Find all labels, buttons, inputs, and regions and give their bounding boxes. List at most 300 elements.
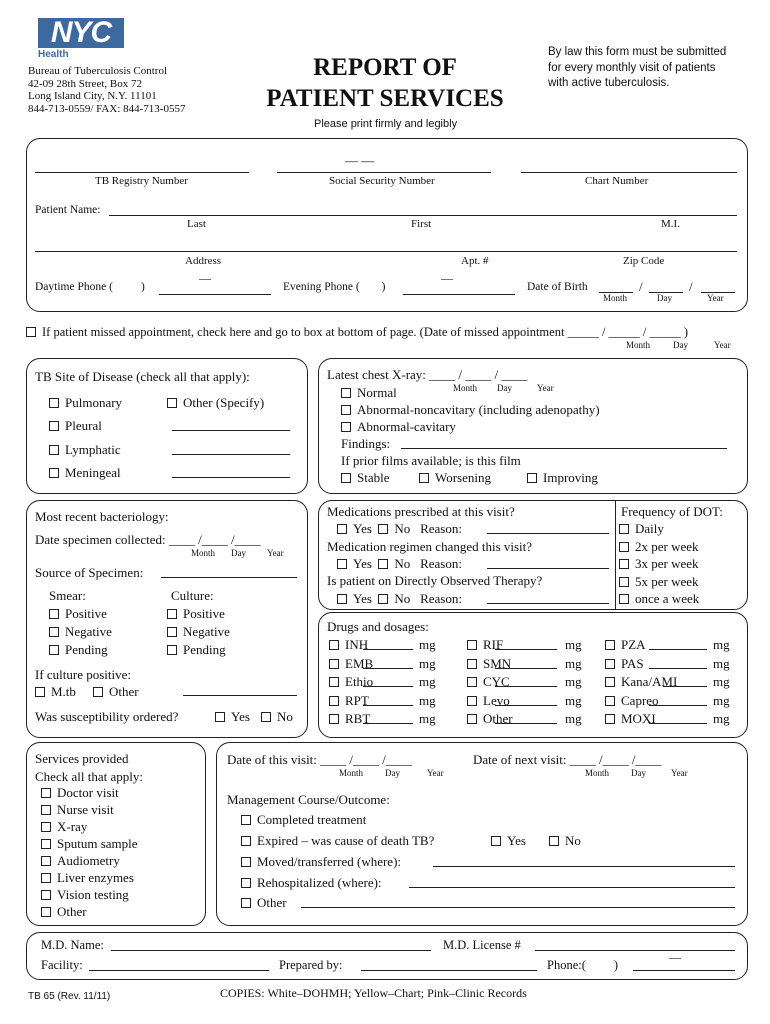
drug-checkbox[interactable] xyxy=(605,677,615,687)
dot-checkbox[interactable] xyxy=(619,542,629,552)
service-label: Audiometry xyxy=(57,853,120,868)
md-license-label: M.D. License # xyxy=(443,938,521,952)
service-label: Doctor visit xyxy=(57,785,119,800)
drug-checkbox[interactable] xyxy=(329,696,339,706)
ssn-label: Social Security Number xyxy=(329,175,435,187)
mtb-checkbox[interactable] xyxy=(35,687,45,697)
outcome-checkbox[interactable] xyxy=(241,857,251,867)
yes-label: Yes xyxy=(353,521,372,536)
dosage-input[interactable] xyxy=(649,649,707,650)
outcome-label: Rehospitalized (where): xyxy=(257,875,382,890)
no-checkbox[interactable] xyxy=(378,524,388,534)
this-visit-row xyxy=(227,752,412,768)
smear-option[interactable] xyxy=(49,642,108,658)
phone-label xyxy=(547,958,618,973)
susceptibility-no-checkbox[interactable] xyxy=(261,712,271,722)
service-option[interactable] xyxy=(41,887,129,903)
mg-unit: mg xyxy=(713,637,730,652)
drug-name: CYC xyxy=(483,674,510,689)
drug-name: Levo xyxy=(483,692,510,708)
death-tb-yes-label: Yes xyxy=(507,833,526,848)
service-checkbox[interactable] xyxy=(41,873,51,883)
drug-option[interactable] xyxy=(467,637,503,653)
next-visit-date-input[interactable]: ____ /____ /____ xyxy=(569,752,662,767)
outcome-checkbox[interactable] xyxy=(241,878,251,888)
patient-name-label: Patient Name: xyxy=(35,204,101,216)
drug-option[interactable] xyxy=(605,656,644,672)
drug-checkbox[interactable] xyxy=(329,659,339,669)
regimen-changed-answers xyxy=(337,556,462,572)
death-tb-yes[interactable] xyxy=(491,833,526,849)
dosage-input[interactable] xyxy=(663,686,707,687)
outcome-option[interactable] xyxy=(241,875,382,891)
no-label: No xyxy=(394,556,411,571)
site-other-input[interactable] xyxy=(172,454,290,455)
chart-number-input[interactable] xyxy=(521,172,737,173)
xray-option-label: Abnormal-cavitary xyxy=(357,419,456,434)
death-tb-no[interactable] xyxy=(549,833,581,849)
drug-checkbox[interactable] xyxy=(467,677,477,687)
drug-name: MOXI xyxy=(621,711,656,726)
smear-checkbox[interactable] xyxy=(49,645,59,655)
specimen-day-caption: Day xyxy=(231,548,246,558)
smear-checkbox[interactable] xyxy=(49,609,59,619)
dot-option[interactable] xyxy=(619,556,699,572)
dot-checkbox[interactable] xyxy=(619,594,629,604)
missed-month-caption: Month xyxy=(626,340,651,350)
dot-frequency-title: Frequency of DOT: xyxy=(621,504,723,519)
site-other-label: Other (Specify) xyxy=(183,395,265,410)
tb-registry-label: TB Registry Number xyxy=(95,175,188,187)
dob-slash: / xyxy=(689,279,693,294)
mg-unit: mg xyxy=(419,674,436,689)
service-checkbox[interactable] xyxy=(41,788,51,798)
service-label: Liver enzymes xyxy=(57,870,134,885)
missed-appointment-row xyxy=(26,325,688,340)
copies-note: COPIES: White–DOHMH; Yellow–Chart; Pink–Clinic Records xyxy=(220,986,527,1000)
dot-option[interactable] xyxy=(619,591,699,607)
next-visit-year-caption: Year xyxy=(671,768,688,778)
xray-checkbox[interactable] xyxy=(341,388,351,398)
meds-prescribed-label: Medications prescribed at this visit? xyxy=(327,504,515,519)
reason-label: Reason: xyxy=(420,521,462,536)
daytime-phone-input[interactable] xyxy=(159,294,271,295)
culture-option-label: Negative xyxy=(183,624,230,639)
other-organism-checkbox[interactable] xyxy=(93,687,103,697)
bacteriology-title: Most recent bacteriology: xyxy=(35,509,169,524)
outcome-option[interactable] xyxy=(241,833,434,849)
site-option[interactable] xyxy=(49,395,122,411)
outcome-label: Expired – was cause of death TB? xyxy=(257,833,435,848)
specimen-month-caption: Month xyxy=(191,548,216,558)
chart-number-label: Chart Number xyxy=(585,175,649,187)
dot-option-label: 2x per week xyxy=(635,539,699,554)
site-other-input[interactable] xyxy=(172,477,290,478)
service-label: Nurse visit xyxy=(57,802,114,817)
site-checkbox[interactable] xyxy=(49,445,59,455)
drug-checkbox[interactable] xyxy=(467,714,477,724)
drug-name: PAS xyxy=(621,655,644,671)
no-checkbox[interactable] xyxy=(378,594,388,604)
specimen-year-caption: Year xyxy=(267,548,284,558)
reason-label: Reason: xyxy=(420,591,462,606)
evening-phone-paren: ) xyxy=(381,281,386,293)
drug-checkbox[interactable] xyxy=(329,714,339,724)
service-label: X-ray xyxy=(57,819,88,834)
yes-checkbox[interactable] xyxy=(337,594,347,604)
compare-checkbox[interactable] xyxy=(341,473,351,483)
xray-option[interactable] xyxy=(341,385,397,401)
drug-name: Other xyxy=(483,711,513,726)
drug-name: RPT xyxy=(345,692,369,708)
dot-question-label: Is patient on Directly Observed Therapy? xyxy=(327,573,543,588)
outcome-option[interactable] xyxy=(241,812,366,828)
mg-unit: mg xyxy=(565,674,582,689)
specimen-date-input[interactable]: ____ /____ /____ xyxy=(168,532,261,547)
culture-option[interactable] xyxy=(167,624,230,640)
dot-divider xyxy=(615,501,616,609)
service-checkbox[interactable] xyxy=(41,839,51,849)
site-other-input[interactable] xyxy=(172,430,290,431)
drug-checkbox[interactable] xyxy=(605,714,615,724)
dosage-input[interactable] xyxy=(363,723,413,724)
service-option[interactable] xyxy=(41,853,120,869)
specimen-date-row xyxy=(35,532,261,548)
death-tb-yes-checkbox[interactable] xyxy=(491,836,501,846)
phone-paren: ) xyxy=(613,958,619,972)
mg-unit: mg xyxy=(565,711,582,726)
chest-xray-section xyxy=(318,358,748,494)
dosage-input[interactable] xyxy=(363,686,413,687)
drug-name: RIF xyxy=(483,637,504,652)
drug-name: RBT xyxy=(345,711,371,726)
dob-slash: / xyxy=(639,279,643,294)
service-option[interactable] xyxy=(41,819,87,835)
xray-date-input[interactable]: ____ / ____ / ____ xyxy=(429,367,528,382)
yes-label: Yes xyxy=(353,591,372,606)
culture-option-label: Pending xyxy=(183,642,226,657)
services-section xyxy=(26,742,206,926)
outcome-checkbox[interactable] xyxy=(241,815,251,825)
outcome-checkbox[interactable] xyxy=(241,836,251,846)
compare-option[interactable] xyxy=(341,470,390,486)
service-option[interactable] xyxy=(41,870,134,886)
drug-name: Capreo xyxy=(621,692,659,708)
drug-checkbox[interactable] xyxy=(605,659,615,669)
smear-option-label: Negative xyxy=(65,624,112,639)
culture-option[interactable] xyxy=(167,642,226,658)
next-visit-month-caption: Month xyxy=(585,768,610,778)
reason-input[interactable] xyxy=(487,568,609,569)
service-checkbox[interactable] xyxy=(41,890,51,900)
site-option-label: Lymphatic xyxy=(65,442,121,457)
page-title xyxy=(250,52,520,114)
this-visit-day-caption: Day xyxy=(385,768,400,778)
service-option[interactable] xyxy=(41,785,119,801)
site-option[interactable] xyxy=(49,465,121,481)
daytime-phone-label xyxy=(35,281,145,293)
facility-label: Facility: xyxy=(41,958,83,972)
next-visit-row xyxy=(473,752,662,768)
evening-phone-text: Evening Phone ( xyxy=(283,281,360,293)
drug-checkbox[interactable] xyxy=(605,696,615,706)
compare-label: Stable xyxy=(357,470,390,485)
dot-checkbox[interactable] xyxy=(619,524,629,534)
reason-input[interactable] xyxy=(487,603,609,604)
no-label: No xyxy=(394,591,411,606)
xray-label xyxy=(327,367,527,383)
ssn-dashes: — — xyxy=(345,153,375,168)
logo-subtitle: Health xyxy=(38,49,69,60)
dosage-input[interactable] xyxy=(495,649,557,650)
dosage-input[interactable] xyxy=(363,649,413,650)
service-option[interactable] xyxy=(41,802,114,818)
xray-option-label: Normal xyxy=(357,385,397,400)
compare-checkbox[interactable] xyxy=(527,473,537,483)
dot-option[interactable] xyxy=(619,521,664,537)
dosage-input[interactable] xyxy=(363,705,413,706)
site-option-label: Pulmonary xyxy=(65,395,123,410)
susceptibility-no[interactable] xyxy=(261,709,293,725)
culture-checkbox[interactable] xyxy=(167,627,177,637)
dot-option-label: Daily xyxy=(635,521,664,536)
drug-option[interactable] xyxy=(605,674,677,690)
specimen-date-label: Date specimen collected: xyxy=(35,532,166,547)
prior-films-label: If prior films available; is this film xyxy=(341,453,521,468)
reason-label: Reason: xyxy=(420,556,462,571)
site-option-label: Meningeal xyxy=(65,465,121,480)
service-checkbox[interactable] xyxy=(41,805,51,815)
other-organism-input[interactable] xyxy=(183,695,297,696)
site-option[interactable] xyxy=(49,418,102,434)
drug-option[interactable] xyxy=(467,693,510,709)
smear-option[interactable] xyxy=(49,624,112,640)
dot-checkbox[interactable] xyxy=(619,577,629,587)
compare-label: Worsening xyxy=(435,470,491,485)
site-other-checkbox[interactable] xyxy=(167,398,177,408)
phone-text: Phone:( xyxy=(547,958,586,972)
facility-input[interactable] xyxy=(89,970,269,971)
drug-checkbox[interactable] xyxy=(605,640,615,650)
xray-option[interactable] xyxy=(341,402,600,418)
drug-option[interactable] xyxy=(467,674,510,690)
md-name-label: M.D. Name: xyxy=(41,938,104,952)
dosage-input[interactable] xyxy=(495,686,557,687)
drug-name: PZA xyxy=(621,637,646,652)
daytime-phone-dash: — xyxy=(199,271,211,285)
culture-label: Culture: xyxy=(171,588,214,603)
daytime-phone-paren: ) xyxy=(140,281,145,293)
death-tb-no-label: No xyxy=(565,833,581,848)
legal-line: for every monthly visit of patients xyxy=(548,61,716,74)
xray-month-caption: Month xyxy=(453,383,478,393)
drug-option[interactable] xyxy=(329,637,368,653)
mtb-option[interactable] xyxy=(35,684,76,700)
dot-option[interactable] xyxy=(619,574,699,590)
service-checkbox[interactable] xyxy=(41,822,51,832)
ssn-input[interactable] xyxy=(277,172,491,173)
prepared-by-label: Prepared by: xyxy=(279,958,343,972)
tb-registry-input[interactable] xyxy=(35,172,249,173)
next-visit-label: Date of next visit: xyxy=(473,752,567,767)
site-checkbox[interactable] xyxy=(49,421,59,431)
moved-where-input[interactable] xyxy=(433,866,735,867)
mtb-label: M.tb xyxy=(51,684,76,699)
dot-option[interactable] xyxy=(619,539,699,555)
drug-option[interactable] xyxy=(329,674,373,690)
compare-option[interactable] xyxy=(527,470,598,486)
other-organism-label: Other xyxy=(109,684,139,699)
drug-name: Ethio xyxy=(345,674,374,689)
dot-checkbox[interactable] xyxy=(619,559,629,569)
phone-input[interactable] xyxy=(633,970,735,971)
bacteriology-section xyxy=(26,500,308,738)
zip-label: Zip Code xyxy=(623,255,665,267)
evening-phone-input[interactable] xyxy=(403,294,515,295)
compare-option[interactable] xyxy=(419,470,491,486)
outcome-option[interactable] xyxy=(241,895,287,911)
mi-label: M.I. xyxy=(661,218,680,230)
drug-checkbox[interactable] xyxy=(467,696,477,706)
smear-checkbox[interactable] xyxy=(49,627,59,637)
dosage-input[interactable] xyxy=(649,668,707,669)
findings-label: Findings: xyxy=(341,436,391,451)
drug-option[interactable] xyxy=(467,656,511,672)
drug-option[interactable] xyxy=(329,656,373,672)
provider-section xyxy=(26,932,748,980)
missed-year-caption: Year xyxy=(714,340,731,350)
missed-day-caption: Day xyxy=(673,340,688,350)
drug-checkbox[interactable] xyxy=(329,677,339,687)
regimen-changed-label: Medication regimen changed this visit? xyxy=(327,539,533,554)
missed-appointment-text: If patient missed appointment, check here and go to box at bottom of page. (Date of missed appointment xyxy=(42,325,565,339)
site-option[interactable] xyxy=(49,442,121,458)
outcome-label: Completed treatment xyxy=(257,812,367,827)
tb-site-title: TB Site of Disease (check all that apply): xyxy=(35,369,250,384)
service-checkbox[interactable] xyxy=(41,907,51,917)
xray-option[interactable] xyxy=(341,419,456,435)
drug-name: Kana/AMI xyxy=(621,674,678,689)
site-checkbox[interactable] xyxy=(49,468,59,478)
md-license-input[interactable] xyxy=(535,950,735,951)
drug-checkbox[interactable] xyxy=(329,640,339,650)
title-line: REPORT OF xyxy=(313,54,457,81)
drug-option[interactable] xyxy=(467,711,513,727)
address-input[interactable] xyxy=(35,251,737,252)
service-option[interactable] xyxy=(41,904,87,920)
dob-label: Date of Birth xyxy=(527,281,588,293)
this-visit-date-input[interactable]: ____ /____ /____ xyxy=(320,752,412,767)
drug-option[interactable] xyxy=(605,711,656,727)
death-tb-no-checkbox[interactable] xyxy=(549,836,559,846)
xray-checkbox[interactable] xyxy=(341,422,351,432)
agency-line: 844-713-0559/ FAX: 844-713-0557 xyxy=(28,102,186,115)
susceptibility-no-label: No xyxy=(277,709,293,724)
no-checkbox[interactable] xyxy=(378,559,388,569)
smear-label: Smear: xyxy=(49,588,86,603)
yes-checkbox[interactable] xyxy=(337,559,347,569)
culture-option[interactable] xyxy=(167,606,225,622)
compare-checkbox[interactable] xyxy=(419,473,429,483)
site-checkbox[interactable] xyxy=(49,398,59,408)
susceptibility-yes-checkbox[interactable] xyxy=(215,712,225,722)
drug-checkbox[interactable] xyxy=(467,640,477,650)
drug-option[interactable] xyxy=(605,637,646,653)
reason-input[interactable] xyxy=(487,533,609,534)
this-visit-year-caption: Year xyxy=(427,768,444,778)
specimen-source-label: Source of Specimen: xyxy=(35,565,144,580)
dosage-input[interactable] xyxy=(649,723,707,724)
legal-line: By law this form must be submitted xyxy=(548,46,727,58)
mg-unit: mg xyxy=(713,655,730,671)
culture-checkbox[interactable] xyxy=(167,645,177,655)
susceptibility-yes-label: Yes xyxy=(231,709,250,724)
dosage-input[interactable] xyxy=(649,705,707,706)
outcome-checkbox[interactable] xyxy=(241,898,251,908)
dosage-input[interactable] xyxy=(495,668,557,669)
last-name-label: Last xyxy=(187,218,206,230)
dot-option-label: 5x per week xyxy=(635,574,699,589)
compare-label: Improving xyxy=(543,470,598,485)
meds-prescribed-answers xyxy=(337,521,462,537)
susceptibility-label: Was susceptibility ordered? xyxy=(35,709,179,724)
dosage-input[interactable] xyxy=(495,723,557,724)
site-option-label: Pleural xyxy=(65,418,102,433)
dosage-input[interactable] xyxy=(363,668,413,669)
evening-phone-dash: — xyxy=(441,271,453,285)
patient-info-section xyxy=(26,138,748,312)
xray-checkbox[interactable] xyxy=(341,405,351,415)
agency-line: Long Island City, N.Y. 11101 xyxy=(28,90,157,102)
form-id: TB 65 (Rev. 11/11) xyxy=(28,991,111,1002)
other-organism-option[interactable] xyxy=(93,684,139,700)
legal-notice xyxy=(548,45,726,92)
outcome-option[interactable] xyxy=(241,854,401,870)
service-option[interactable] xyxy=(41,836,138,852)
site-other-option[interactable] xyxy=(167,395,264,411)
drug-option[interactable] xyxy=(329,711,370,727)
rehospitalized-where-input[interactable] xyxy=(409,887,735,888)
yes-checkbox[interactable] xyxy=(337,524,347,534)
visit-outcome-section xyxy=(216,742,748,926)
print-instructions: Please print firmly and legibly xyxy=(314,118,458,130)
mg-unit: mg xyxy=(419,637,436,652)
dot-option-label: 3x per week xyxy=(635,556,699,571)
patient-name-input[interactable] xyxy=(109,215,737,216)
prepared-by-input[interactable] xyxy=(361,970,537,971)
service-checkbox[interactable] xyxy=(41,856,51,866)
daytime-phone-text: Daytime Phone ( xyxy=(35,281,113,293)
findings-input[interactable] xyxy=(401,448,727,449)
missed-appointment-checkbox[interactable] xyxy=(26,327,36,337)
legal-line: with active tuberculosis. xyxy=(548,77,670,89)
md-name-input[interactable] xyxy=(111,950,431,951)
evening-phone-label xyxy=(283,281,386,293)
drug-checkbox[interactable] xyxy=(467,659,477,669)
susceptibility-yes[interactable] xyxy=(215,709,250,725)
mg-unit: mg xyxy=(713,711,730,726)
drug-option[interactable] xyxy=(329,693,369,709)
culture-checkbox[interactable] xyxy=(167,609,177,619)
smear-option[interactable] xyxy=(49,606,107,622)
mg-unit: mg xyxy=(565,655,582,671)
specimen-source-input[interactable] xyxy=(161,577,297,578)
outcome-other-input[interactable] xyxy=(301,907,735,908)
drug-option[interactable] xyxy=(605,693,659,709)
dosage-input[interactable] xyxy=(495,705,557,706)
missed-appointment-date[interactable]: _____ / _____ / _____ ) xyxy=(567,325,689,339)
mg-unit: mg xyxy=(713,674,730,689)
